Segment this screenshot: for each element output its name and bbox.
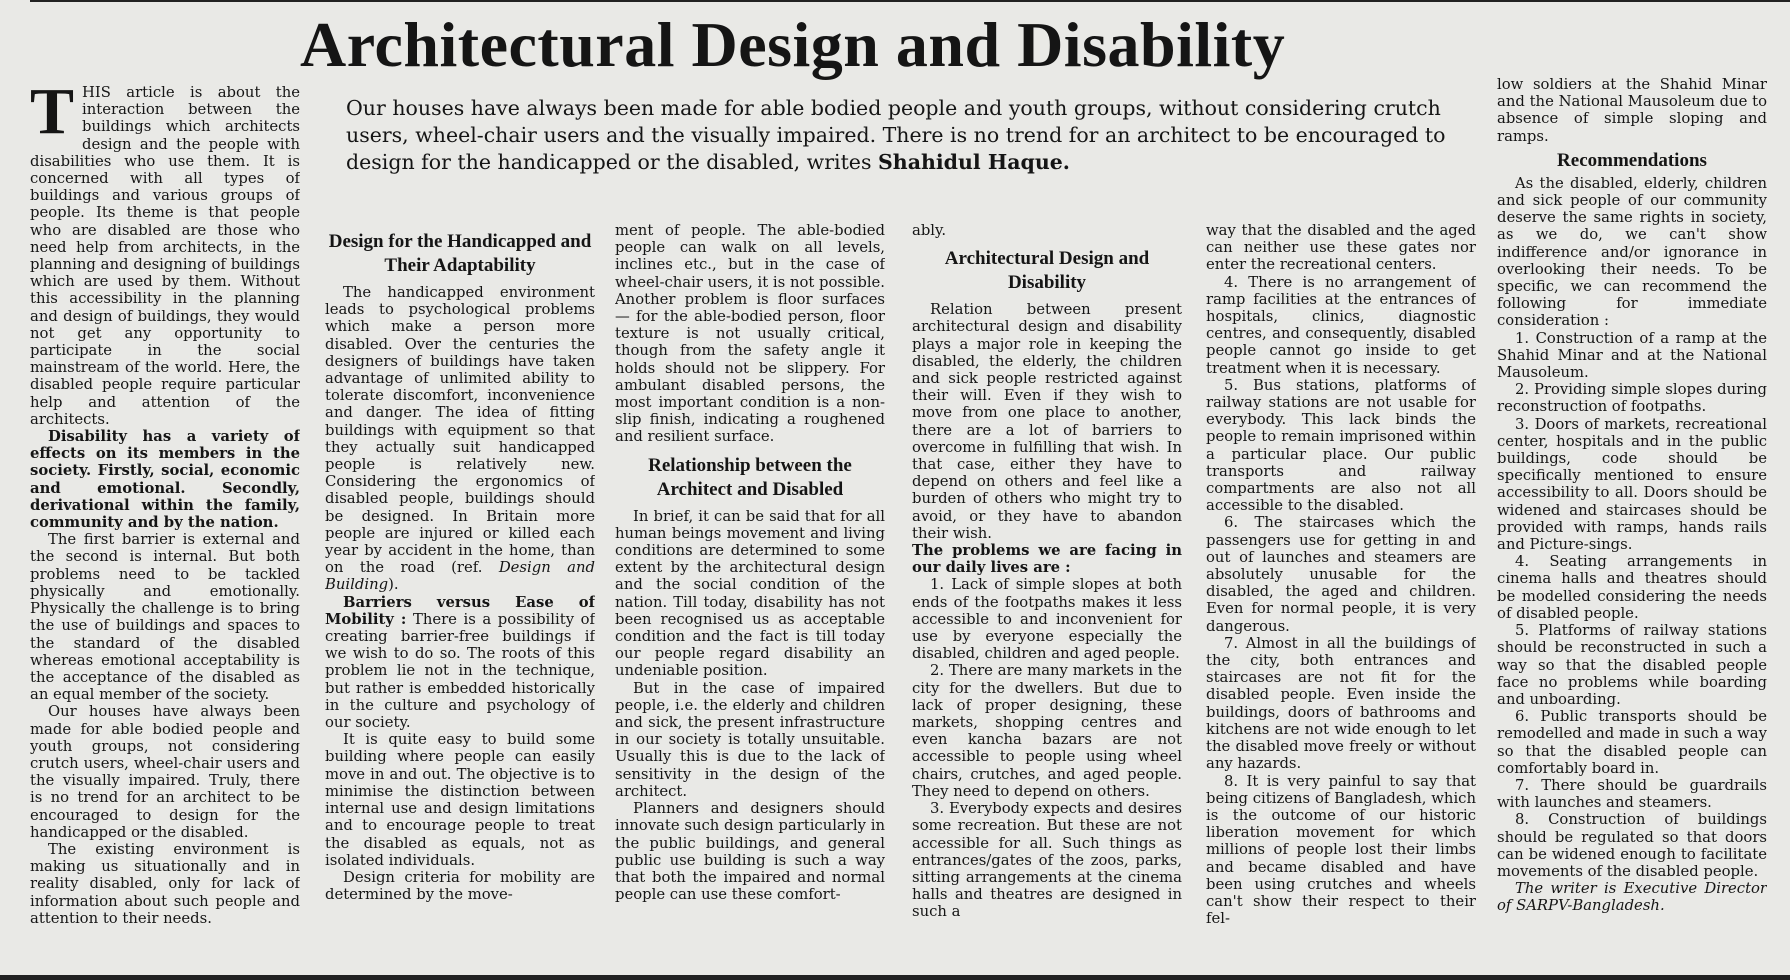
top-rule: [30, 0, 1790, 2]
reference-title: Design and Building: [325, 559, 595, 594]
section-heading: Architectural Design and Disability: [944, 248, 1150, 294]
column-3: [615, 222, 885, 968]
list-item: 6. The staircases which the passengers use for getting in and out of launches and steamers are absolutely unusable for the disabled, the aged and children. Even for normal people, it is very dangerous.: [1206, 514, 1476, 635]
list-item: 4. There is no arrangement of ramp facilities at the entrances of hospitals, clinics, diagnostic centres, and consequently, disabled people cannot go inside to get treatment when it is necessary.: [1206, 273, 1476, 377]
paragraph: Relation between present architectural design and disability plays a major role in keeping the disabled, the elderly, the children and sick people restricted against their will. Even if they wish to move from one place to another, there are a lot of barriers to overcome in fulfilling that wish. In that case, either they have to depend on others and feel like a burden of others who might try to avoid, or they have to abandon their wish.: [912, 301, 1182, 542]
column-6: [1497, 76, 1767, 968]
list-item: 3. Doors of markets, recreational center, hospitals and in the public buildings, code should be specifically mentioned to ensure accessibility to all. Doors should be widened and staircases should be provided with ramps, hands rails and Picture-sings.: [1497, 415, 1767, 554]
list-item: 4. Seating arrangements in cinema halls and theatres should be modelled considering the needs of disabled people.: [1497, 553, 1767, 622]
list-item: 3. Everybody expects and desires some recreation. But these are not accessible for all. Such things as entrances/gates of the zoos, parks, sitting arrangements at the cinema halls and theatres are designed in such a: [912, 800, 1182, 921]
column-1: [30, 84, 300, 968]
section-heading: Recommendations: [1557, 149, 1707, 171]
article-title: Architectural Design and Disability: [300, 9, 1286, 80]
drop-cap: T: [30, 84, 75, 148]
paragraph: way that the disabled and the aged can neither use these gates nor enter the recreational centers.: [1206, 222, 1476, 274]
list-item: 2. There are many markets in the city for the dwellers. But due to lack of proper designing, these markets, shopping centres and even kancha bazars are not accessible to people using wheel chairs, crutches, and aged people. They need to depend on others.: [912, 662, 1182, 800]
paragraph: Design criteria for mobility are determined by the move-: [325, 868, 595, 904]
section-heading: Design for the Handicapped and Their Adaptability: [328, 231, 592, 276]
list-item: 8. It is very painful to say that being citizens of Bangladesh, which is the outcome of our historic liberation movement for which millions of people lost their limbs and became disabled and have been using crutches and wheels can't show their respect to their fel-: [1206, 772, 1476, 928]
paragraph: Disability has a variety of effects on its members in the society. Firstly, social, economic and emotional. Secondly, derivational within the family, community and by the nation.: [30, 428, 300, 532]
list-item: 5. Bus stations, platforms of railway stations are not usable for everybody. This lack binds the people to remain imprisoned within a particular place. Our public transports and railway compartments are also not all accessible to the disabled.: [1206, 376, 1476, 515]
list-item: 2. Providing simple slopes during reconstruction of footpaths.: [1497, 381, 1767, 416]
paragraph: The first barrier is external and the second is internal. But both problems need to be tackled physically and emotionally. Physically the challenge is to bring the use of buildings and spaces to the standard of the disabled whereas emotional acceptability is the acceptance of the disabled as an equal member of the society.: [30, 531, 300, 704]
paragraph-text: The handicapped environment leads to psychological problems which make a person more disabled. Over the centuries the designers of buildings have taken advantage of unlimited ability to tolerate discomfort, inconvenience and danger. The idea of fitting buildings with equipment so that they actually suit handicapped people is relatively new. Considering the ergonomics of disabled people, buildings should be designed. In Britain more people are injured or killed each year by accident in the home, than on the road (ref.: [325, 284, 595, 577]
subheading: Barriers versus Ease of Mobility :: [325, 593, 595, 628]
deck-text: Our houses have always been made for able bodied people and youth groups, without considering crutch users, wheel-chair users and the visually impaired. There is no trend for an architect to be encouraged to design for the handicapped or the disabled, writes: [346, 96, 1446, 174]
list-item: 7. Almost in all the buildings of the city, both entrances and staircases are not fit for the disabled people. Even inside the buildings, doors of bathrooms and kitchens are not wide enough to let the disabled move freely or without any hazards.: [1206, 634, 1476, 773]
list-item: 7. There should be guardrails with launches and steamers.: [1497, 776, 1767, 812]
paragraph: As the disabled, elderly, children and sick people of our community deserve the same rights in society, as we do, we can't show indifference and/or ignorance in overlooking their needs. To be specific, we can recommend the following for immediate consideration :: [1497, 174, 1767, 330]
column-2: [325, 222, 595, 968]
paragraph: low soldiers at the Shahid Minar and the National Mausoleum due to absence of simple sloping and ramps.: [1497, 76, 1767, 145]
bottom-rule: [0, 975, 1790, 980]
list-item: 8. Construction of buildings should be regulated so that doors can be widened enough to facilitate movements of the disabled people.: [1497, 811, 1767, 880]
paragraph-text: There is a possibility of creating barrier-free buildings if we wish to do so. The roots of this problem lie not in the technique, but rather is embedded historically in the culture and psychology of our society.: [325, 610, 595, 732]
paragraph: Planners and designers should innovate such design particularly in the public buildings, and general public use building is such a way that both the impaired and normal people can use these comfort-: [615, 800, 885, 904]
reference-close: ).: [388, 576, 399, 594]
paragraph: Our houses have always been made for able bodied people and youth groups, not considering crutch users, wheel-chair users and the visually impaired. Truly, there is no trend for an architect to be encouraged to design for the handicapped or the disabled.: [30, 703, 300, 841]
list-item: 5. Platforms of railway stations should be reconstructed in such a way so that the disabled people face no problems while boarding and unboarding.: [1497, 622, 1767, 708]
list-item: 6. Public transports should be remodelled and made in such a way so that the disabled people can comfortably board in.: [1497, 708, 1767, 777]
list-item: 1. Construction of a ramp at the Shahid Minar and at the National Mausoleum.: [1497, 329, 1767, 382]
article-deck: [346, 95, 1464, 176]
paragraph: It is quite easy to build some building where people can easily move in and out. The objective is to minimise the distinction between internal use and design limitations and to encourage people to treat the disabled as equals, not as isolated individuals.: [325, 731, 595, 869]
paragraph: ably.: [912, 222, 947, 239]
subheading: The problems we are facing in our daily lives are :: [912, 542, 1182, 577]
paragraph: [325, 594, 595, 732]
paragraph: In brief, it can be said that for all human beings movement and living conditions are determined to some extent by the architectural design and the social condition of the nation. Till today, disability has not been recognised us as acceptable condition and the fact is till today our people regard disability an undeniable position.: [615, 507, 885, 680]
column-5: [1206, 222, 1476, 968]
list-item: 1. Lack of simple slopes at both ends of the footpaths makes it less accessible to and inconvenient for use by everyone especially the disabled, children and aged people.: [912, 576, 1182, 663]
paragraph: ment of people. The able-bodied people can walk on all levels, inclines etc., but in the case of wheel-chair users, it is not possible. Another problem is floor surfaces — for the able-bodied person, floor texture is not usually critical, though from the safety angle it holds should not be slippery. For ambulant disabled persons, the most important condition is a non-slip finish, indicating a roughened and resilient surface.: [615, 222, 885, 446]
column-4: [912, 222, 1182, 968]
author-credit: The writer is Executive Director of SARPV-Bangladesh.: [1497, 880, 1767, 915]
paragraph: [325, 284, 595, 594]
paragraph: But in the case of impaired people, i.e. the elderly and children and sick, the present infrastructure in our society is totally unsuitable. Usually this is due to the lack of sensitivity in the design of the architect.: [615, 679, 885, 800]
intro-text: HIS article is about the interaction between the buildings which architects design and the people with disabilities who use them. It is concerned with all types of buildings and various groups of people. Its theme is that people who are disabled are those who need help from architects, in the planning and designing of buildings which are used by them. Without this accessibility in the planning and design of buildings, they would not get any opportunity to participate in the social mainstream of the world. Here, the disabled people require particular help and attention of the architects.: [30, 84, 300, 428]
paragraph: The existing environment is making us situationally and in reality disabled, only for lack of information about such people and attention to their needs.: [30, 840, 300, 927]
section-heading: Relationship between the Architect and Disabled: [648, 454, 852, 500]
intro-paragraph: [30, 84, 300, 428]
byline: Shahidul Haque.: [878, 150, 1070, 174]
